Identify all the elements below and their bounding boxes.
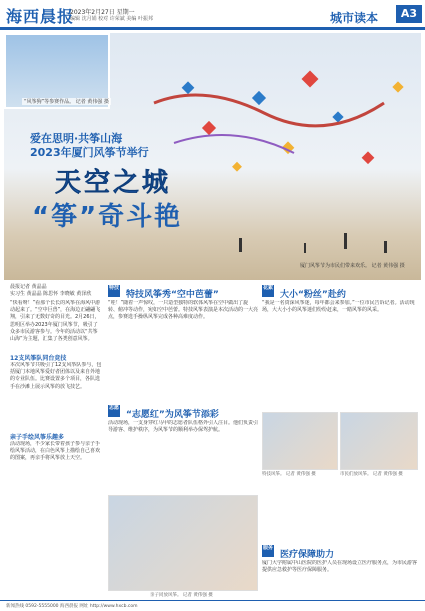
tag-stunt: 特技 — [108, 285, 120, 297]
section-title: 城市读本 — [330, 11, 379, 25]
section-title-stunt: 特技风筝秀“空中芭蕾” — [126, 290, 219, 300]
tag-highlights: 花絮 — [262, 285, 274, 297]
section-title-medical: 医疗保障助力 — [280, 550, 335, 560]
headline-main-2: “筝”奇斗艳 — [32, 202, 183, 232]
intro-text: “快看呀！”看那个长长的风筝在海风中游动起来了。“空中巨兽”，在海边正翩翩飞翔，引来了无数好奇的目光。2月26日，思明区举办2023年厦门风筝节，吸引了众多市民游客参与。今年的活动以“共筝山海”为主题，汇集了各类创意风筝。 — [10, 300, 101, 343]
volunteer-text: 活动现场，一支身穿红马甲的志愿者队伍格外引人注目。他们负责引导游客、维护秩序，为风筝节的顺利举办保驾护航。 — [108, 420, 258, 434]
paragraph-1: 本次风筝节共吸引了12支风筝队参与，包括厦门本地风筝爱好者团体以及来自外地的专业队伍。比赛设置多个项目，各队选手在沙滩上展示风筝的放飞技艺。 — [10, 362, 102, 390]
family-caption: 亲子同放风筝。 记者 黄伟强 摄 — [150, 593, 213, 598]
stunt-text: “哇！”随着一声惊叹，一只造型独特的软体风筝在空中做出了旋转、俯冲等动作，宛如空中芭蕾。特技风筝表演是本次活动的一大亮点，参赛选手操纵风筝完成各种高难度动作。 — [108, 300, 258, 321]
issue-date: 2023年2月27日 星期一 — [70, 9, 135, 16]
kite-photo-1 — [262, 412, 338, 470]
page-number: A3 — [396, 5, 422, 23]
header-divider — [0, 27, 425, 30]
photo-caption-1: 特技风筝。 记者 黄伟强 摄 — [262, 472, 316, 477]
editor-line: 编辑 沈月娟 校对 许荣斌 美编 叶振邦 — [70, 16, 153, 22]
tag-medical: 服务 — [262, 545, 274, 557]
photo-caption-2: 市民们放风筝。 记者 黄伟强 摄 — [340, 472, 403, 477]
subhead-2: 亲子手绘风筝乐趣多 — [10, 434, 65, 441]
headline-main: 天空之城 — [55, 168, 172, 198]
headline-kicker: 爱在思明·共筝山海 — [30, 132, 123, 145]
section-title-volunteer: “志愿红”为风筝节添彩 — [126, 410, 219, 420]
hero-caption: 厦门风筝节为市民们带来欢乐。 记者 黄伟强 摄 — [300, 263, 405, 269]
newspaper-logo: 海西晨报 — [6, 7, 75, 26]
medical-text: 厦门大学附属中山医院的医护人员在现场设立医疗服务点，为市民游客提供应急救护等医疗保障服务。 — [262, 560, 417, 574]
fans-text: “我是一名资深风筝迷，每年都会来参加。”一位市民告诉记者。活动现场，大大小小的风筝迷们纷纷赶来，一睹风筝的风采。 — [262, 300, 415, 314]
footer: 新闻热线 0592-5555000 海西晨报 网址 http://www.hxcb.com — [0, 600, 425, 611]
byline: 晨报记者 黄晶晶 实习生 黄晶晶 陈思怀 李晓敏 黄泽欣 — [10, 284, 92, 298]
inset-caption: “风筝狗”等参赛作品。 记者 黄伟强 摄 — [24, 99, 109, 105]
section-title-fans: 大小“粉丝”赴约 — [280, 290, 346, 300]
kite-photo-2 — [340, 412, 418, 470]
subhead-1: 12支风筝队同台竞技 — [10, 355, 67, 362]
family-photo — [108, 495, 258, 591]
tag-volunteer: 志愿 — [108, 405, 120, 417]
paragraph-2: 活动现场，不少家长带着孩子参与亲子手绘风筝活动，在白色风筝上描绘自己喜欢的图案，再亲手将风筝放上天空。 — [10, 441, 101, 462]
headline-kicker-2: 2023年厦门风筝节举行 — [30, 146, 149, 159]
